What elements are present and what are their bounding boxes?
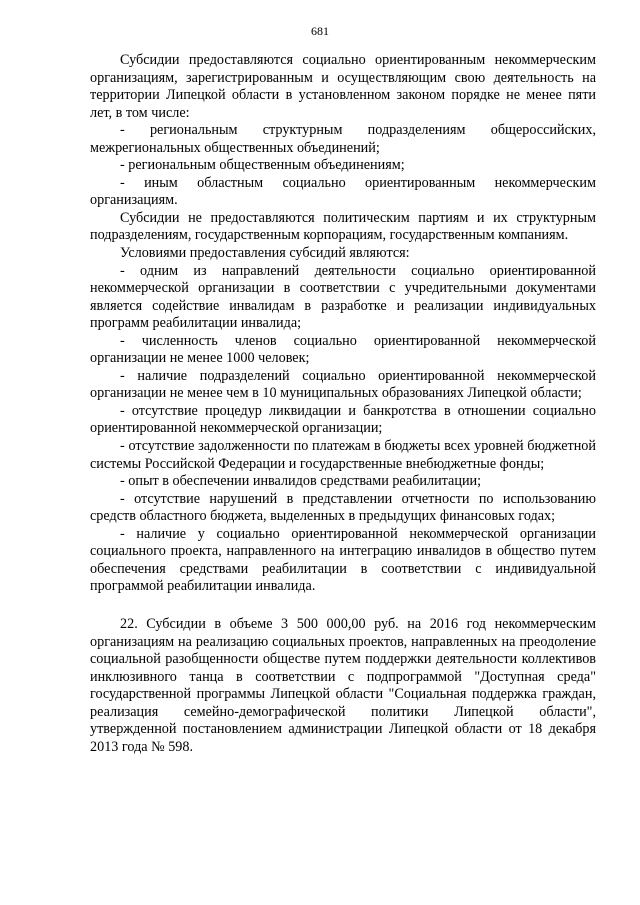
paragraph-conditions-heading: Условиями предоставления субсидий являются:	[120, 245, 410, 262]
paragraph-exclusions: Субсидии не предоставляются политическим партиям и их структурным подразделениям, государственным корпорациям, государственным компаниям.	[90, 209, 596, 244]
list-item-regional-associations: - региональным общественным объединениям;	[120, 157, 405, 174]
condition-item: - наличие подразделений социально ориентированной некоммерческой организации не менее чем в 10 муниципальных образованиях Липецкой области;	[90, 367, 596, 402]
list-item-other-organizations: - иным областным социально ориентированным некоммерческим организациям.	[90, 174, 596, 209]
condition-item: - отсутствие задолженности по платежам в бюджеты всех уровней бюджетной системы Российской Федерации и государственные внебюджетные фонды;	[90, 438, 596, 472]
condition-item: - численность членов социально ориентированной некоммерческой организации не менее 1000 человек;	[90, 332, 596, 367]
document-body	[90, 52, 596, 756]
condition-item: - отсутствие процедур ликвидации и банкротства в отношении социально ориентированной некоммерческой организации;	[90, 402, 596, 437]
condition-item: - наличие у социально ориентированной некоммерческой организации социального проекта, направленного на интеграцию инвалидов в общество путем обеспечения средствами реабилитации в соответствии с индивидуальной программой реабилитации инвалида.	[90, 525, 596, 595]
condition-item: - отсутствие нарушений в представлении отчетности по использованию средств областного бюджета, выделенных в предыдущих финансовых годах;	[90, 490, 596, 525]
condition-item: - одним из направлений деятельности социально ориентированной некоммерческой организации в соответствии с учредительными документами является содействие инвалидам в разработке и реализации индивидуальных программ реабилитации инвалида;	[90, 262, 596, 332]
condition-item: - опыт в обеспечении инвалидов средствами реабилитации;	[120, 473, 482, 490]
list-item-regional-divisions: - региональным структурным подразделениям общероссийских, межрегиональных общественных объединений;	[90, 122, 596, 156]
paragraph-section-22: 22. Субсидии в объеме 3 500 000,00 руб. на 2016 год некоммерческим организациям на реализацию социальных проектов, направленных на преодоление социальной разобщенности обществе путем поддержки деятельности коллективов инклюзивного танца в соответствии с подпрограммой "Доступная среда" государственной программы Липецкой области "Социальная поддержка граждан, реализация семейно-демографической политики Липецкой области", утвержденной постановлением администрации Липецкой области от 18 декабря 2013 года № 598.	[90, 615, 596, 755]
page-number: 681	[311, 24, 329, 38]
paragraph-eligible-organizations: Субсидии предоставляются социально ориентированным некоммерческим организациям, зарегистрированным и осуществляющим свою деятельность на территории Липецкой области в установленном законом порядке не менее пяти лет, в том числе:	[90, 52, 596, 121]
